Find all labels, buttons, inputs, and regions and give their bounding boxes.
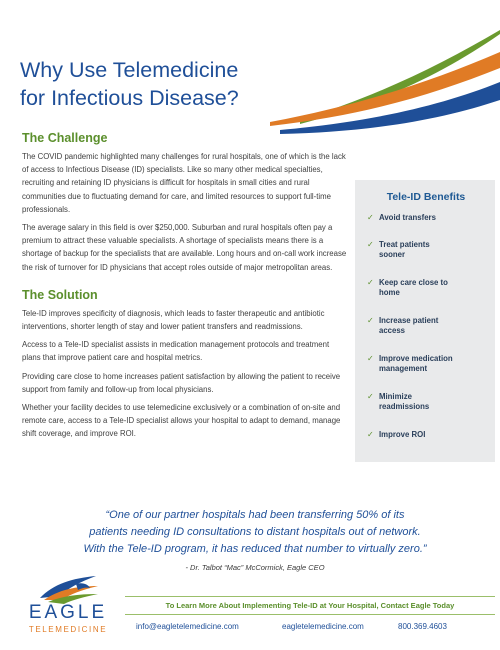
quote-line-2: patients needing ID consultations to distant hospitals out of network. (89, 526, 421, 538)
solution-paragraph-4: Whether your facility decides to use telemedicine exclusively or a combination of on-site and remote care, access to a Tele-ID specialist allows your hospital to adapt to demand, manage shift coverage, and improve ROI. (22, 403, 341, 439)
benefits-sidebar (355, 180, 495, 462)
contact-website-link[interactable]: eagletelemedicine.com (282, 622, 364, 631)
benefit-label: Keep care close to home (379, 278, 448, 297)
testimonial-quote (40, 507, 470, 558)
check-icon: ✓ (367, 213, 374, 222)
check-icon: ✓ (367, 240, 374, 249)
benefit-item (367, 213, 485, 223)
benefit-item (367, 430, 485, 440)
benefit-label: Improve medication management (379, 354, 453, 373)
check-icon: ✓ (367, 354, 374, 363)
challenge-heading: The Challenge (22, 131, 108, 145)
quote-attribution: - Dr. Talbot “Mac” McCormick, Eagle CEO (185, 563, 325, 572)
contact-email-link[interactable]: info@eagletelemedicine.com (136, 622, 239, 631)
quote-line-3: With the Tele-ID program, it has reduced that number to virtually zero.” (83, 543, 427, 555)
benefit-item (367, 316, 485, 335)
solution-paragraph-2: Access to a Tele-ID specialist assists in medication management protocols and treatment plans that improve patient care and hospital metrics. (22, 340, 330, 363)
benefit-label: Minimize readmissions (379, 392, 430, 411)
solution-paragraph-3: Providing care close to home increases patient satisfaction by allowing the patient to receive support from family and follow-up from local physicians. (22, 371, 341, 394)
benefit-item (367, 354, 485, 373)
check-icon: ✓ (367, 430, 374, 439)
quote-line-1: “One of our partner hospitals had been transferring 50% of its (105, 509, 405, 521)
page-title-line-2: for Infectious Disease? (20, 86, 239, 110)
logo-wordmark: EAGLE (28, 602, 108, 623)
challenge-paragraph-1: The COVID pandemic highlighted many challenges for rural hospitals, one of which is the lack of access to Infectious Disease (ID) specialists. Like so many other medical specialties, recruiting and retaining ID physicians is difficult for hospitals in small cities and rural communities due to fluctuating demand for care, and limited resources to support full-time professionals. (22, 152, 346, 214)
challenge-paragraph-2: The average salary in this field is over $250,000. Suburban and rural hospitals often pay a premium to attract these valuable specialists. A shortage of specialists means there is a shortage of backup for the specialists that are available. Long hours and on-call work increase the risk of turnover for ID physicians that accept roles outside of major metropolitan areas. (22, 223, 347, 272)
check-icon: ✓ (367, 278, 374, 287)
main-content (22, 131, 348, 446)
benefit-label: Improve ROI (379, 430, 426, 439)
cta-divider-top (125, 596, 495, 597)
benefit-label: Avoid transfers (379, 213, 436, 222)
page-title (20, 56, 300, 112)
check-icon: ✓ (367, 316, 374, 325)
logo-subtitle: TELEMEDICINE (28, 625, 108, 634)
cta-text: To Learn More About Implementing Tele-ID at Your Hospital, Contact Eagle Today (165, 601, 455, 610)
contact-phone: 800.369.4603 (398, 622, 447, 631)
solution-paragraph-1: Tele-ID improves specificity of diagnosis, which leads to faster therapeutic and antibiotic interventions, shorter length of stay and lower patient transfers and readmissions. (22, 308, 325, 332)
page-title-line-1: Why Use Telemedicine (20, 58, 239, 82)
benefit-item (367, 278, 485, 297)
cta-divider-bottom (125, 614, 495, 615)
benefit-item (367, 392, 485, 411)
benefit-label: Increase patient access (379, 316, 439, 335)
benefit-item (367, 240, 485, 259)
check-icon: ✓ (367, 392, 374, 401)
benefit-label: Treat patients sooner (379, 240, 430, 259)
benefits-title: Tele-ID Benefits (386, 191, 466, 203)
solution-heading: The Solution (22, 287, 98, 302)
